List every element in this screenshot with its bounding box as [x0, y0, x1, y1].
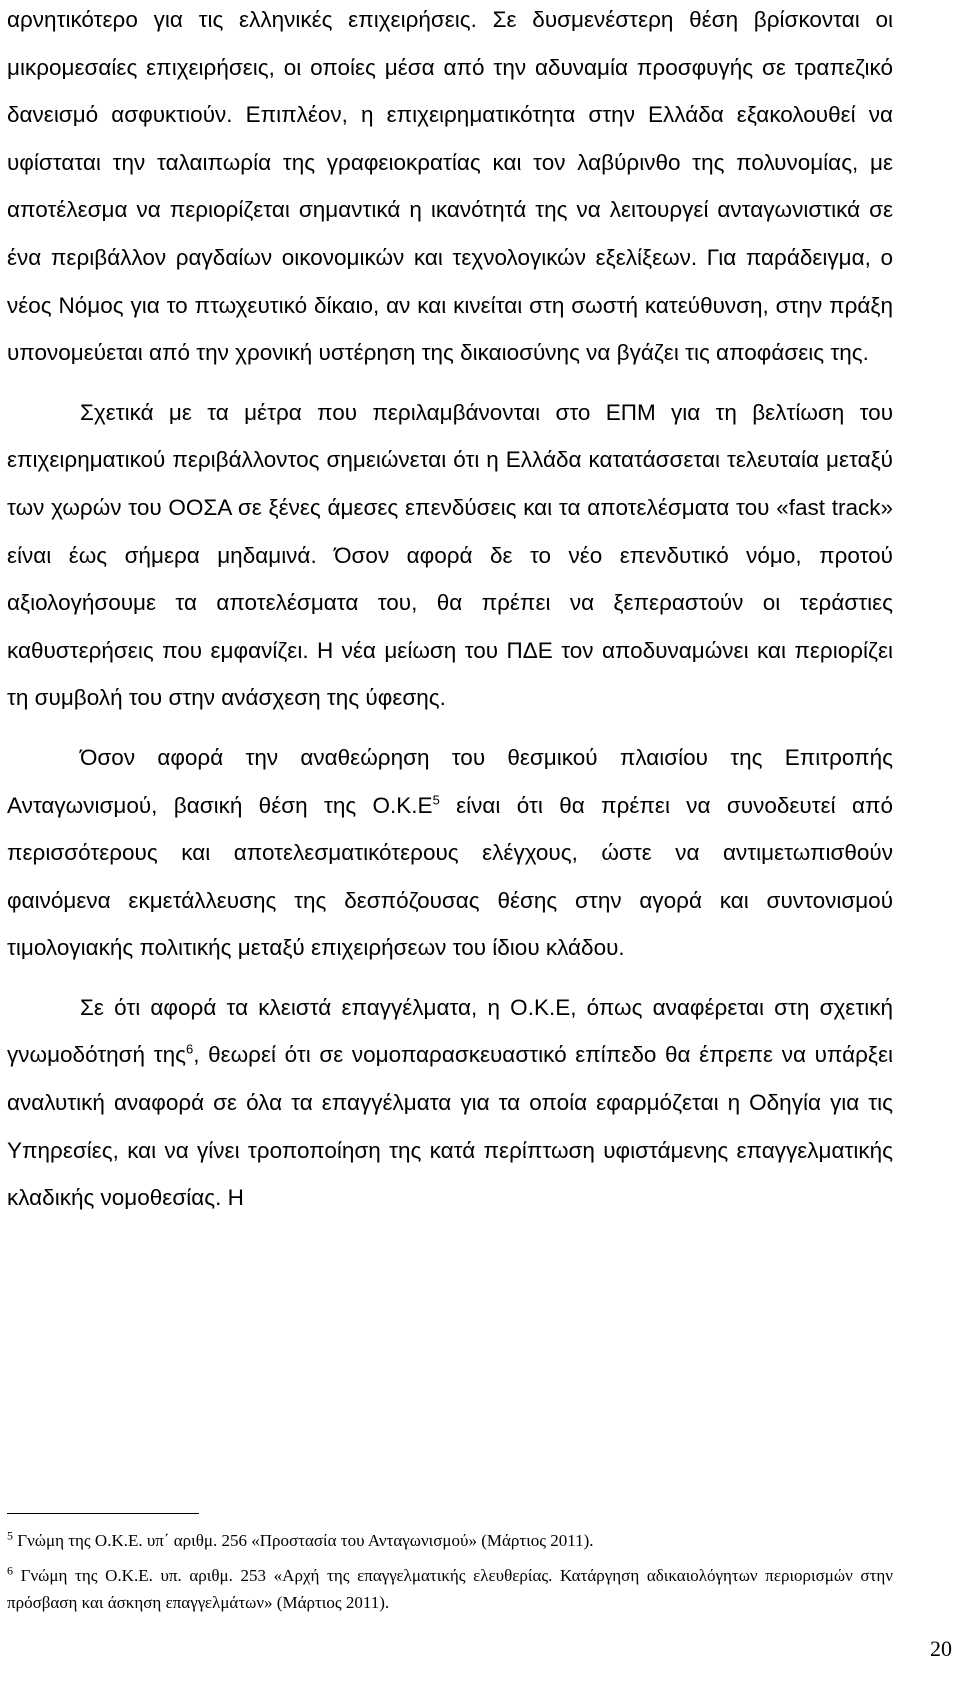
footnote-number: 6 [7, 1563, 13, 1578]
footnote-6 [7, 1562, 893, 1616]
footnote-reference-6[interactable]: 6 [185, 1041, 194, 1057]
page-number: 20 [930, 1636, 952, 1661]
paragraph-closed-professions [7, 984, 893, 1222]
footnotes-section [7, 1527, 893, 1624]
page-body [7, 0, 893, 1222]
paragraph-text: Σε ότι αφορά τα κλειστά επαγγέλματα, η Ο.Κ.Ε, όπως αναφέρεται στη σχετική γνωμοδότησή της [7, 994, 893, 1068]
paragraph-epm-measures: Σχετικά με τα μέτρα που περιλαμβάνονται στο ΕΠΜ για τη βελτίωση του επιχειρηματικού περιβάλλοντος σημειώνεται ότι η Ελλάδα κατατάσσεται τελευταία μεταξύ των χωρών του ΟΟΣΑ σε ξένες άμεσες επενδύσεις και τα αποτελέσματα του «fast track» είναι έως σήμερα μηδαμινά. Όσον αφορά δε το νέο επενδυτικό νόμο, προτού αξιολογήσουμε τα αποτελέσματα του, θα πρέπει να ξεπεραστούν οι τεράστιες καθυστερήσεις που εμφανίζει. Η νέα μείωση του ΠΔΕ τον αποδυναμώνει και περιορίζει τη συμβολή του στην ανάσχεση της ύφεσης. [7, 399, 893, 711]
footnote-5 [7, 1527, 893, 1554]
footnote-text: Γνώμη της Ο.Κ.Ε. υπ. αριθμ. 253 «Αρχή της επαγγελματικής ελευθερίας. Κατάργηση αδικαιολόγητων περιορισμών στην πρόσβαση και άσκηση επαγγελμάτων» (Μάρτιος 2011). [7, 1566, 893, 1612]
paragraph-continuation: αρνητικότερο για τις ελληνικές επιχειρήσεις. Σε δυσμενέστερη θέση βρίσκονται οι μικρομεσαίες επιχειρήσεις, οι οποίες μέσα από την αδυναμία προσφυγής σε τραπεζικό δανεισμό ασφυκτιούν. Επιπλέον, η επιχειρηματικότητα στην Ελλάδα εξακολουθεί να υφίσταται την ταλαιπωρία της γραφειοκρατίας και τον λαβύρινθο της πολυνομίας, με αποτέλεσμα να περιορίζεται σημαντικά η ικανότητά της να λειτουργεί ανταγωνιστικά σε ένα περιβάλλον ραγδαίων οικονομικών και τεχνολογικών εξελίξεων. Για παράδειγμα, ο νέος Νόμος για το πτωχευτικό δίκαιο, αν και κινείται στη σωστή κατεύθυνση, στην πράξη υπονομεύεται από την χρονική υστέρηση της δικαιοσύνης να βγάζει τις αποφάσεις της. [7, 7, 893, 366]
footnote-number: 5 [7, 1528, 13, 1543]
paragraph-text: , θεωρεί ότι σε νομοπαρασκευαστικό επίπεδο θα έπρεπε να υπάρξει αναλυτική αναφορά σε όλα τα επαγγέλματα για τα οποία εφαρμόζεται η Οδηγία για τις Υπηρεσίες, και να γίνει τροποποίηση της κατά περίπτωση υφιστάμενης επαγγελματικής κλαδικής νομοθεσίας. Η [7, 1042, 894, 1211]
paragraph-text: Όσον αφορά την αναθεώρηση του θεσμικού πλαισίου της Επιτροπής Ανταγωνισμού, βασική θέση της Ο.Κ.Ε [7, 744, 893, 818]
footnote-separator [7, 1513, 199, 1514]
paragraph-competition-commission [7, 734, 893, 972]
paragraph-text: είναι ότι θα πρέπει να συνοδευτεί από περισσότερους και αποτελεσματικότερους ελέγχους, ώστε να αντιμετωπισθούν φαινόμενα εκμετάλλευσης της δεσπόζουσας θέσης στην αγορά και συντονισμού τιμολογιακής πολιτικής μεταξύ επιχειρήσεων του ίδιου κλάδου. [7, 792, 893, 961]
footnote-reference-5[interactable]: 5 [432, 792, 440, 807]
footnote-text: Γνώμη της Ο.Κ.Ε. υπ΄ αριθμ. 256 «Προστασία του Ανταγωνισμού» (Μάρτιος 2011). [13, 1531, 594, 1550]
